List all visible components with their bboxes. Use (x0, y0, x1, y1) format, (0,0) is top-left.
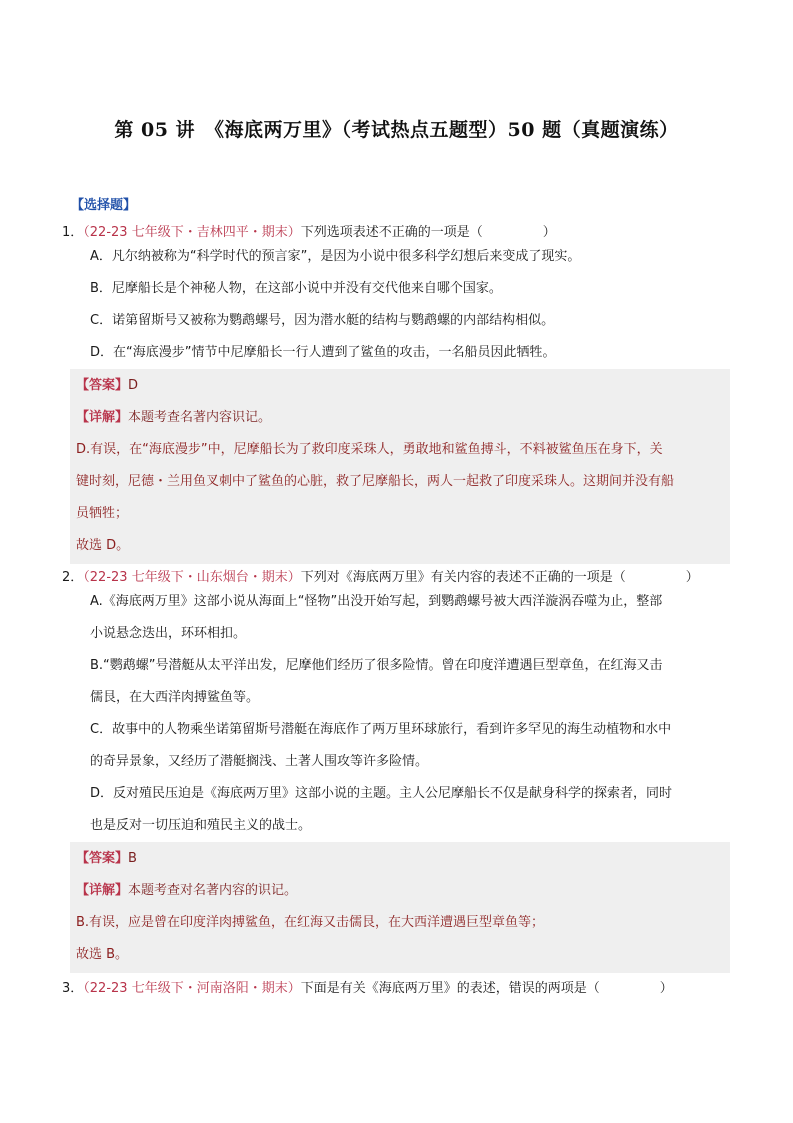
detail-line: 【详解】本题考查名著内容识记。 (76, 410, 272, 425)
section-label: 【选择题】 (71, 198, 137, 213)
option: 的奇异景象，又经历了潜艇搁浅、土著人围攻等许多险情。 (90, 754, 429, 769)
option-list (90, 241, 730, 369)
document-body (62, 198, 730, 997)
question-source: （22-23 七年级下・山东烟台・期末） (83, 570, 301, 585)
detail-body: 员牺牲； (76, 506, 129, 521)
option: C．故事中的人物乘坐诺第留斯号潜艇在海底作了两万里环球旅行，看到许多罕见的海生动植物和水中 (90, 722, 672, 737)
answer-block (70, 842, 730, 973)
option: A．凡尔纳被称为“科学时代的预言家”，是因为小说中很多科学幻想后来变成了现实。 (90, 249, 581, 264)
answer-line: 【答案】B (76, 851, 137, 866)
question-source: （22-23 七年级下・吉林四平・期末） (83, 225, 301, 240)
page-title: 第 05 讲 《海底两万里》（考试热点五题型）50 题（真题演练） (114, 119, 679, 141)
answer-block (70, 369, 730, 564)
detail-body: 键时刻，尼德・兰用鱼叉刺中了鲨鱼的心脏，救了尼摩船长，两人一起救了印度采珠人。这期间并没有船 (76, 474, 675, 489)
answer-line: 【答案】D (76, 378, 139, 393)
question-source: （22-23 七年级下・河南洛阳・期末） (83, 981, 301, 996)
option: B．尼摩船长是个神秘人物，在这部小说中并没有交代他来自哪个国家。 (90, 281, 502, 296)
detail-body: 故选 D。 (76, 538, 130, 553)
option: 也是反对一切压迫和殖民主义的战士。 (90, 818, 312, 833)
option: A.《海底两万里》这部小说从海面上“怪物”出没开始写起，到鹦鹉螺号被大西洋漩涡吞噬为止，整部 (90, 594, 663, 609)
option: 小说悬念迭出，环环相扣。 (90, 626, 247, 641)
detail-body: B.有误，应是曾在印度洋肉搏鲨鱼，在红海又击儒艮，在大西洋遭遇巨型章鱼等； (76, 915, 545, 930)
option: B.“鹦鹉螺”号潜艇从太平洋出发，尼摩他们经历了很多险情。曾在印度洋遭遇巨型章鱼，在红海又击 (90, 658, 663, 673)
question-stem: 1．（22-23 七年级下・吉林四平・期末）下列选项表述不正确的一项是（ ） (62, 225, 556, 240)
option-list (90, 586, 730, 842)
question-stem: 3．（22-23 七年级下・河南洛阳・期末）下面是有关《海底两万里》的表述，错误的两项是（ ） (62, 981, 673, 996)
detail-line: 【详解】本题考查对名著内容的识记。 (76, 883, 298, 898)
option: D．在“海底漫步”情节中尼摩船长一行人遭到了鲨鱼的攻击，一名船员因此牺牲。 (90, 345, 556, 360)
question-stem: 2．（22-23 七年级下・山东烟台・期末）下列对《海底两万里》有关内容的表述不正确的一项是（ ） (62, 570, 699, 585)
detail-body: 故选 B。 (76, 947, 129, 962)
option: D．反对殖民压迫是《海底两万里》这部小说的主题。主人公尼摩船长不仅是献身科学的探索者，同时 (90, 786, 673, 801)
option: 儒艮，在大西洋肉搏鲨鱼等。 (90, 690, 260, 705)
detail-body: D.有误，在“海底漫步”中，尼摩船长为了救印度采珠人，勇敢地和鲨鱼搏斗，不料被鲨鱼压在身下，关 (76, 442, 663, 457)
option: C．诺第留斯号又被称为鹦鹉螺号，因为潜水艇的结构与鹦鹉螺的内部结构相似。 (90, 313, 555, 328)
